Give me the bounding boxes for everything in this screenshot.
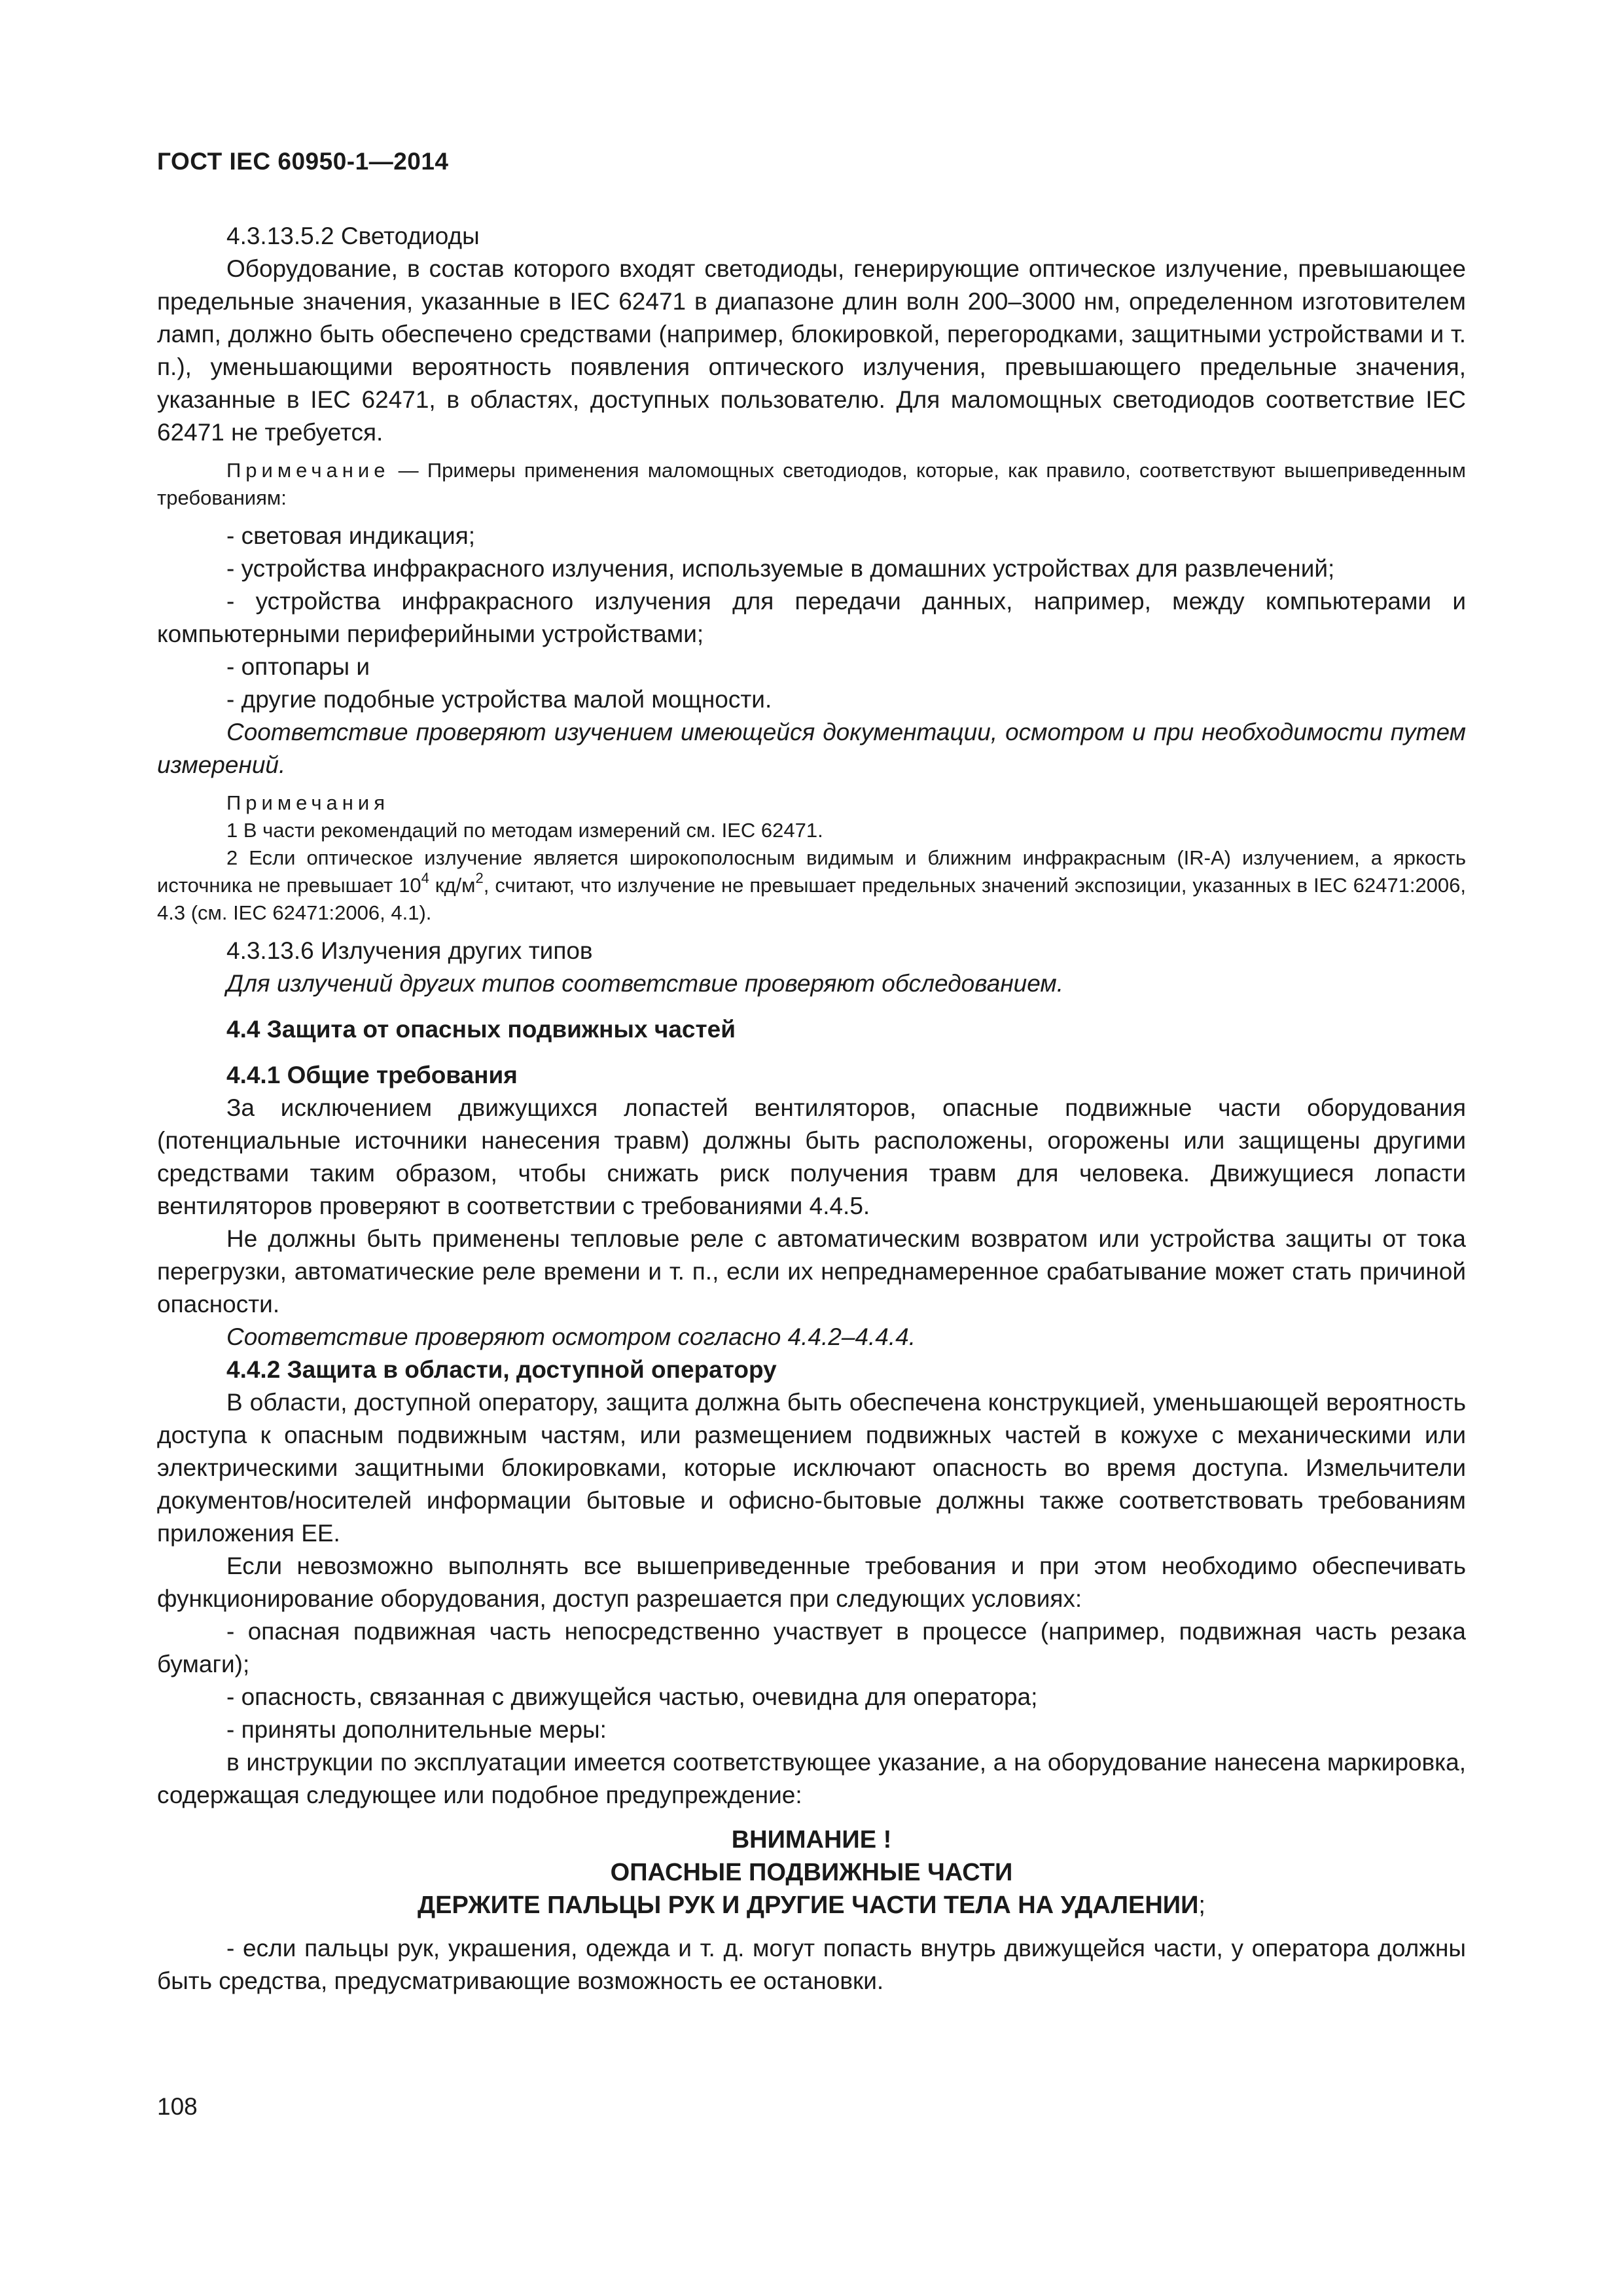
- compliance-statement: Для излучений других типов соответствие проверяют обследованием.: [226, 970, 1064, 997]
- section-heading-4-4: 4.4 Защита от опасных подвижных частей: [226, 1016, 736, 1043]
- paragraph: Если невозможно выполнять все вышеприведенные требования и при этом необходимо обеспечивать функционирование оборудования, доступ разрешается при следующих условиях:: [157, 1552, 1466, 1612]
- superscript: 4: [421, 870, 429, 886]
- list-item: - если пальцы рук, украшения, одежда и т. д. могут попасть внутрь движущейся части, у оператора должны быть средства, предусматривающие возможность ее остановки.: [157, 1935, 1466, 1994]
- warning-block: [157, 1823, 1466, 1922]
- paragraph: Не должны быть применены тепловые реле с автоматическим возвратом или устройства защиты от тока перегрузки, автоматические реле времени и т. п., если их непреднамеренное срабатывание может стать причиной опасности.: [157, 1225, 1466, 1318]
- page-number: 108: [157, 2093, 198, 2120]
- list-item: - устройства инфракрасного излучения, используемые в домашних устройствах для развлечений;: [226, 555, 1335, 582]
- note: [157, 457, 1466, 512]
- paragraph: За исключением движущихся лопастей вентиляторов, опасные подвижные части оборудования (потенциальные источники нанесения травм) должны быть расположены, огорожены или защищены другими средствами таким образом, чтобы снижать риск получения травм для человека. Движущиеся лопасти вентиляторов проверяют в соответствии с требованиями 4.4.5.: [157, 1094, 1466, 1219]
- section-heading-4-4-1: 4.4.1 Общие требования: [226, 1062, 518, 1088]
- paragraph: Оборудование, в состав которого входят светодиоды, генерирующие оптическое излучение, превышающее предельные значения, указанные в IEC 62471 в диапазоне длин волн 200–3000 нм, определенном изготовителем ламп, должно быть обеспечено средствами (например, блокировкой, перегородками, защитными устройствами и т. п.), уменьшающими вероятность появления оптического излучения, превышающего предельные значения, указанные в IEC 62471, в областях, доступных пользователю. Для маломощных светодиодов соответствие IEC 62471 не требуется.: [157, 255, 1466, 446]
- list-item: - устройства инфракрасного излучения для передачи данных, например, между компьютерами и компьютерными периферийными устройствами;: [157, 588, 1466, 647]
- paragraph: в инструкции по эксплуатации имеется соответствующее указание, а на оборудование нанесена маркировка, содержащая следующее или подобное предупреждение:: [157, 1749, 1466, 1808]
- compliance-statement: Соответствие проверяют изучением имеющейся документации, осмотром и при необходимости путем измерений.: [157, 719, 1466, 778]
- warning-line: ВНИМАНИЕ !: [731, 1826, 892, 1854]
- document-header: ГОСТ IEC 60950-1—2014: [157, 148, 449, 175]
- note-label: Примечание: [226, 459, 390, 482]
- paragraph: В области, доступной оператору, защита должна быть обеспечена конструкцией, уменьшающей вероятность доступа к опасным подвижным частям, или размещением подвижных частей в кожухе с механическими или электрическими защитными блокировками, которые исключают опасность во время доступа. Измельчители документов/носителей информации бытовые и офисно-бытовые должны также соответствовать требованиям приложения EE.: [157, 1389, 1466, 1547]
- list-item: - приняты дополнительные меры:: [226, 1716, 607, 1743]
- note-text: — Примеры применения маломощных светодиодов, которые, как правило, соответствуют вышеприведенным требованиям:: [157, 459, 1466, 509]
- section-heading-4-4-2: 4.4.2 Защита в области, доступной оператору: [226, 1356, 777, 1383]
- compliance-statement: Соответствие проверяют осмотром согласно 4.4.2–4.4.4.: [226, 1323, 916, 1350]
- notes-label: Примечания: [226, 791, 389, 814]
- list-item: - другие подобные устройства малой мощности.: [226, 686, 772, 713]
- document-body: [157, 220, 1466, 1998]
- note-1: 1 В части рекомендаций по методам измерений см. IEC 62471.: [226, 819, 823, 842]
- warning-line: ОПАСНЫЕ ПОДВИЖНЫЕ ЧАСТИ: [610, 1859, 1013, 1886]
- warning-line: ДЕРЖИТЕ ПАЛЬЦЫ РУК И ДРУГИЕ ЧАСТИ ТЕЛА НА УДАЛЕНИИ: [418, 1892, 1199, 1919]
- section-title-4-3-13-5-2: 4.3.13.5.2 Светодиоды: [226, 223, 480, 249]
- list-item: - световая индикация;: [226, 522, 476, 549]
- list-item: - оптопары и: [226, 653, 370, 680]
- list-item: - опасность, связанная с движущейся частью, очевидна для оператора;: [226, 1683, 1038, 1710]
- section-title-4-3-13-6: 4.3.13.6 Излучения других типов: [226, 937, 593, 964]
- superscript: 2: [475, 870, 484, 886]
- list-item: - опасная подвижная часть непосредственно участвует в процессе (например, подвижная часть резака бумаги);: [157, 1618, 1466, 1677]
- notes-block: [157, 789, 1466, 927]
- warning-tail: ;: [1198, 1892, 1205, 1919]
- note-2: 2 Если оптическое излучение является широкополосным видимым и ближним инфракрасным (IR-A) излучением, а яркость источника не превышает $10^4$ $кд/м^2$, считают, что излучение не превышает предельных значений экспозиции, указанных в IEC 62471:2006, 4.3 (см. IEC 62471:2006, 4.1).: [157, 846, 1467, 924]
